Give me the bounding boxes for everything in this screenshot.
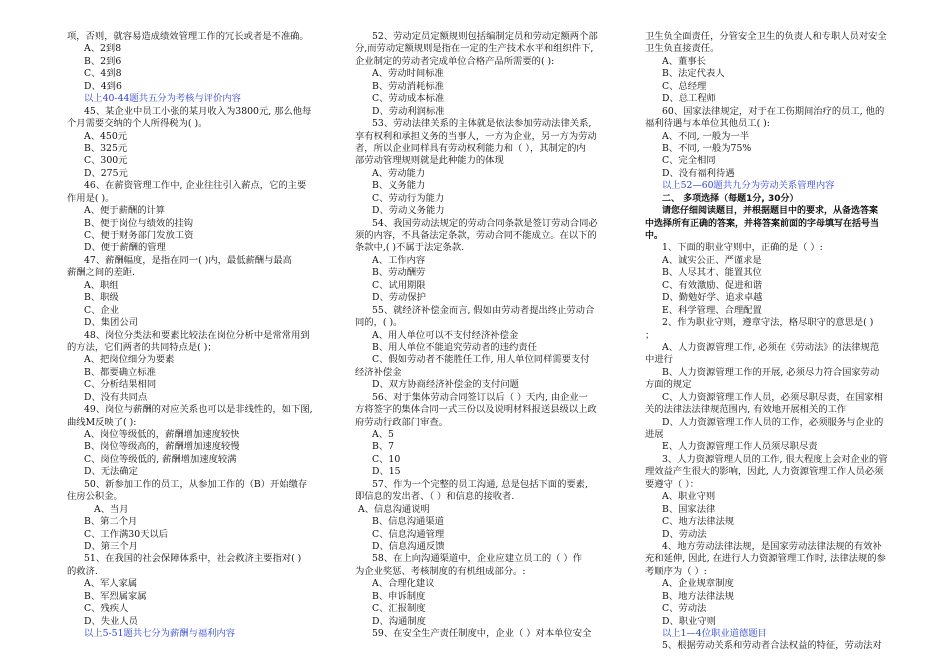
answer-option: C、便于财务部门发放工资 — [84, 230, 194, 241]
section-note: 以上52—60题共九分为劳动关系管理内容 — [662, 180, 835, 192]
answer-option: C、假如劳动者不能胜任工作, 用人单位同样需要支付 — [372, 354, 590, 366]
text-line: 曲线M反映了( ): — [67, 416, 137, 428]
answer-option: C、企业 — [84, 304, 120, 316]
answer-option: E、人力资源管理工作人员须尽职尽责 — [662, 441, 818, 453]
answer-option: A、诚实公正、严谨求是 — [662, 254, 762, 266]
answer-option: C、4到8 — [84, 68, 122, 80]
answer-option: A、职组 — [84, 279, 119, 291]
answer-option: D、劳动利润标准 — [372, 105, 445, 117]
answer-option: B、法定代表人 — [662, 68, 725, 80]
answer-option: A、劳动能力 — [372, 167, 426, 179]
text-line: 个月需要交纳的个人所得税为( )。 — [67, 118, 208, 130]
answer-option: B、第二个月 — [84, 516, 138, 528]
question-text: 45、某企业中员工小张的某月收入为3800元, 那么他每 — [84, 105, 312, 117]
answer-option: C、完全相同 — [662, 155, 716, 167]
answer-option: D、4到6 — [84, 80, 122, 92]
answer-option: B、劳动酬劳 — [372, 267, 426, 279]
answer-option: D、总工程师 — [662, 93, 716, 105]
answer-option: B、便于岗位与绩效的挂钩 — [84, 217, 194, 229]
answer-option: D、信息沟通反馈 — [372, 540, 445, 552]
text-line: 充和延伸, 因此, 在进行人力资源管理工作时, 法律法规的参 — [645, 553, 886, 565]
text-line: 企业制定的劳动者完成单位合格产品所需要的( ): — [355, 55, 555, 67]
answer-option: A、5 — [372, 429, 394, 440]
answer-option: D、集团公司 — [84, 317, 138, 329]
answer-option: D、没有福利待遇 — [662, 167, 735, 179]
answer-option: D、便于薪酬的管理 — [84, 242, 166, 254]
text-line: 须的内容，不具备法定条款，劳动合同不能成立。在以下的 — [355, 230, 597, 241]
answer-option: C、工作满30天以后 — [84, 528, 169, 540]
answer-option: D、没有共同点 — [84, 391, 148, 403]
text-line: 经济补偿金 — [355, 366, 402, 378]
question-text: 49、岗位与薪酬的对应关系也可以是非线性的，如下图, — [84, 404, 313, 416]
answer-option: C、人力资源管理工作人员，必须尽职尽责，在国家相 — [662, 391, 883, 403]
answer-option: B、军烈属家属 — [84, 590, 147, 602]
question-text: 47、薪酬幅度，是指在同一( )内，最低薪酬与最高 — [84, 254, 292, 266]
answer-option: A、工作内容 — [372, 254, 426, 266]
question-text: 1、下面的职业守则中，正确的是（ ）: — [662, 242, 823, 254]
answer-option: C、300元 — [84, 155, 128, 167]
answer-option: B、2到6 — [84, 55, 122, 67]
answer-option: A、岗位等级低的，薪酬增加速度较快 — [84, 429, 240, 440]
text-line: 关的法律法法律规范围内, 有效地开展相关的工作 — [645, 404, 847, 416]
question-text: 53、劳动法律关系的主体就是依法参加劳动法律关系, — [372, 118, 592, 130]
text-line: 条款中,( )不属于法定条款. — [355, 242, 465, 254]
text-line: 即信息的发出者、（ ）和信息的接收者. — [355, 491, 515, 503]
answer-option: D、275元 — [84, 167, 128, 179]
text-column-right — [645, 31, 913, 653]
answer-option: B、劳动消耗标准 — [372, 80, 444, 92]
text-line: 理效益产生很大的影响，因此, 人力资源管理工作人员必须 — [645, 466, 884, 478]
question-text: 60、国家法律规定，对于在工伤期间治疗的员工, 他的 — [662, 105, 885, 117]
question-text: 46、在薪资管理工作中, 企业往往引入薪点，它的主要 — [84, 180, 307, 192]
answer-option: A、450元 — [84, 130, 128, 142]
answer-option: D、无法确定 — [84, 466, 138, 478]
answer-option: E、科学管理、合理配置 — [662, 304, 762, 316]
text-line: 方面的规定 — [645, 379, 692, 391]
answer-option: A、合理化建议 — [372, 578, 435, 590]
question-text: 59、在安全生产责任制度中，企业（ ）对本单位安全 — [372, 628, 592, 639]
question-text: 56、对于集体劳动合同签订以后（ ）天内, 由企业一 — [372, 391, 588, 403]
text-line: ； — [645, 329, 655, 341]
text-line: 的方法，它们两者的共同特点是( )； — [67, 341, 217, 353]
answer-option: B、7 — [372, 441, 395, 453]
answer-option: D、沟通制度 — [372, 615, 426, 627]
answer-option: D、15 — [372, 466, 401, 478]
text-line: 者，所以企业同样具有劳动权利能力和（ ），其制定的内 — [355, 142, 586, 154]
answer-option: D、失业人员 — [84, 615, 138, 627]
question-text: 48、岗位分类法和要素比较法在岗位分析中是常常用到 — [84, 329, 310, 341]
answer-option: C、劳动法 — [662, 603, 707, 615]
answer-option: B、岗位等级高的，薪酬增加速度较慢 — [84, 441, 240, 453]
text-line: 考顺序为（ ）: — [645, 565, 707, 577]
answer-option: A、劳动时间标准 — [372, 68, 444, 80]
section-note: 以上5-51题共七分为薪酬与福利内容 — [84, 628, 236, 639]
answer-option: A、把岗位细分为要素 — [84, 354, 175, 366]
answer-option: A、用人单位可以不支付经济补偿金 — [372, 329, 519, 341]
answer-option: D、职业守则 — [662, 615, 716, 627]
answer-option: B、申诉制度 — [372, 590, 426, 602]
answer-option: A、董事长 — [662, 55, 706, 67]
section-note: 以上1—4位职业道德题目 — [662, 628, 767, 639]
answer-option: C、劳动行为能力 — [372, 192, 445, 204]
answer-option: A、2到8 — [84, 43, 122, 55]
answer-option: B、职级 — [84, 292, 119, 304]
answer-option: A、当月 — [94, 503, 129, 515]
answer-option: C、总经理 — [662, 80, 707, 92]
section-heading: 二、 多项选择（每题1分, 30分） — [662, 193, 799, 204]
text-line: 享有权利和承担义务的当事人，一方为企业，另一方为劳动 — [355, 130, 597, 142]
answer-option: B、都要确立标准 — [84, 366, 156, 378]
answer-option: D、劳动保护 — [372, 292, 426, 304]
answer-option: B、义务能力 — [372, 180, 426, 192]
answer-option: C、地方法律法规 — [662, 516, 735, 528]
answer-option: D、勤勉好学、追求卓越 — [662, 292, 763, 304]
question-text: 57、作为一个完整的员工沟通, 总是包括下面的要素, — [372, 478, 588, 490]
answer-option: D、劳动法 — [662, 528, 707, 540]
text-line: 住房公积金。 — [67, 491, 123, 503]
answer-option: B、人尽其才、能置其位 — [662, 267, 762, 279]
answer-option: C、劳动成本标准 — [372, 93, 445, 105]
answer-option: B、不同, 一般为75% — [662, 142, 752, 154]
text-line: 项，否则，就容易造成绩效管理工作的冗长或者是不准确。 — [67, 31, 309, 42]
answer-option: D、双方协商经济补偿金的支付问题 — [372, 379, 519, 391]
answer-option: C、试用期限 — [372, 279, 426, 291]
answer-option: A、信息沟通说明 — [358, 503, 430, 515]
question-text: 52、劳动定员定额规则包括编制定员和劳动定额两个部 — [372, 31, 598, 42]
text-line: 部劳动管理规则就是此种能力的体现 — [355, 155, 504, 167]
text-line: 方将签字的集体合同一式三份以及说明材料报送县级以上政 — [355, 404, 597, 416]
question-text: 5、根据劳动关系和劳动者合法权益的特征，劳动法对 — [662, 640, 882, 652]
answer-option: B、用人单位不能追究劳动者的违约责任 — [372, 341, 537, 353]
answer-option: D、第三个月 — [84, 540, 138, 552]
text-line: 同的，( )。 — [355, 317, 403, 329]
text-line: 要遵守（ ）： — [645, 478, 700, 490]
question-text: 54、我国劳动法规定的劳动合同条款是签订劳动合同必 — [372, 217, 598, 229]
question-text: 58、在上向沟通渠道中，企业应建立员工的（ ）作 — [372, 553, 583, 565]
answer-option: A、企业规章制度 — [662, 578, 734, 590]
answer-option: C、有效激励、促进和谐 — [662, 279, 763, 291]
question-text: 51、在我国的社会保障体系中，社会救济主要指对( ) — [84, 553, 302, 565]
answer-option: C、汇报制度 — [372, 603, 426, 615]
text-line: 中进行 — [645, 354, 673, 366]
section-heading: 中选择所有正确的答案，并将答案前面的字母填写在括号当 — [645, 218, 880, 229]
answer-option: A、职业守则 — [662, 491, 716, 503]
text-line: 分,而劳动定额规则是指在一定的生产技术水平和组织件下, — [355, 43, 594, 55]
text-line: 为企业奖惩、考核制度的有机组成部分。: — [355, 565, 526, 577]
text-line: 福利待遇与本单位其他员工( ): — [645, 118, 770, 130]
question-text: 50、新参加工作的员工，从参加工作的（B）开始缴存 — [84, 478, 308, 490]
answer-option: A、不同, 一般为一半 — [662, 130, 749, 142]
answer-option: B、人力资源管理工作的开展, 必须尽力符合国家劳动 — [662, 366, 880, 378]
question-text: 2、作为职业守则，遵章守法，格尽职守的意思是( ) — [662, 317, 874, 329]
answer-option: D、人力资源管理工作人员的工作，必须服务与企业的 — [662, 416, 884, 428]
section-note: 以上40-44题共五分为考核与评价内容 — [84, 93, 241, 105]
section-heading: 中。 — [645, 231, 664, 241]
section-heading: 请您仔细阅读题目，并根据题目中的要求，从备选答案 — [662, 206, 879, 217]
text-line: 卫生负直接责任。 — [645, 43, 720, 55]
answer-option: D、劳动义务能力 — [372, 205, 445, 217]
answer-option: C、分析结果相同 — [84, 379, 157, 391]
answer-option: A、便于薪酬的计算 — [84, 205, 166, 217]
answer-option: B、325元 — [84, 142, 128, 154]
text-line: 作用是( )。 — [67, 192, 115, 204]
answer-option: C、10 — [372, 453, 401, 465]
question-text: 4、地方劳动法律法规，是国家劳动法律法规的有效补 — [662, 540, 882, 552]
answer-option: C、残疾人 — [84, 603, 129, 615]
text-column-middle — [355, 31, 625, 640]
answer-option: C、信息沟通管理 — [372, 528, 445, 540]
question-text: 3、人力资源管理人员的工作, 很大程度上会对企业的管 — [662, 453, 888, 465]
text-line: 薪酬之间的差距. — [67, 267, 136, 279]
text-line: 卫生负全面责任，分管安全卫生的负责人和专职人员对安全 — [645, 31, 887, 42]
question-text: 55、就经济补偿金而言, 假如由劳动者提出终止劳动合 — [372, 304, 595, 316]
text-line: 进展 — [645, 429, 664, 440]
answer-option: A、人力资源管理工作, 必须在《劳动法》的法律规范 — [662, 341, 880, 353]
text-column-left — [67, 31, 337, 640]
answer-option: A、军人家属 — [84, 578, 138, 590]
text-line: 府劳动行政部门审查。 — [355, 416, 448, 428]
text-line: 的救济. — [67, 565, 98, 577]
answer-option: C、岗位等级低的, 薪酬增加速度较满 — [84, 453, 237, 465]
answer-option: B、地方法律法规 — [662, 590, 734, 602]
answer-option: B、国家法律 — [662, 503, 716, 515]
answer-option: B、信息沟通渠道 — [372, 516, 444, 528]
